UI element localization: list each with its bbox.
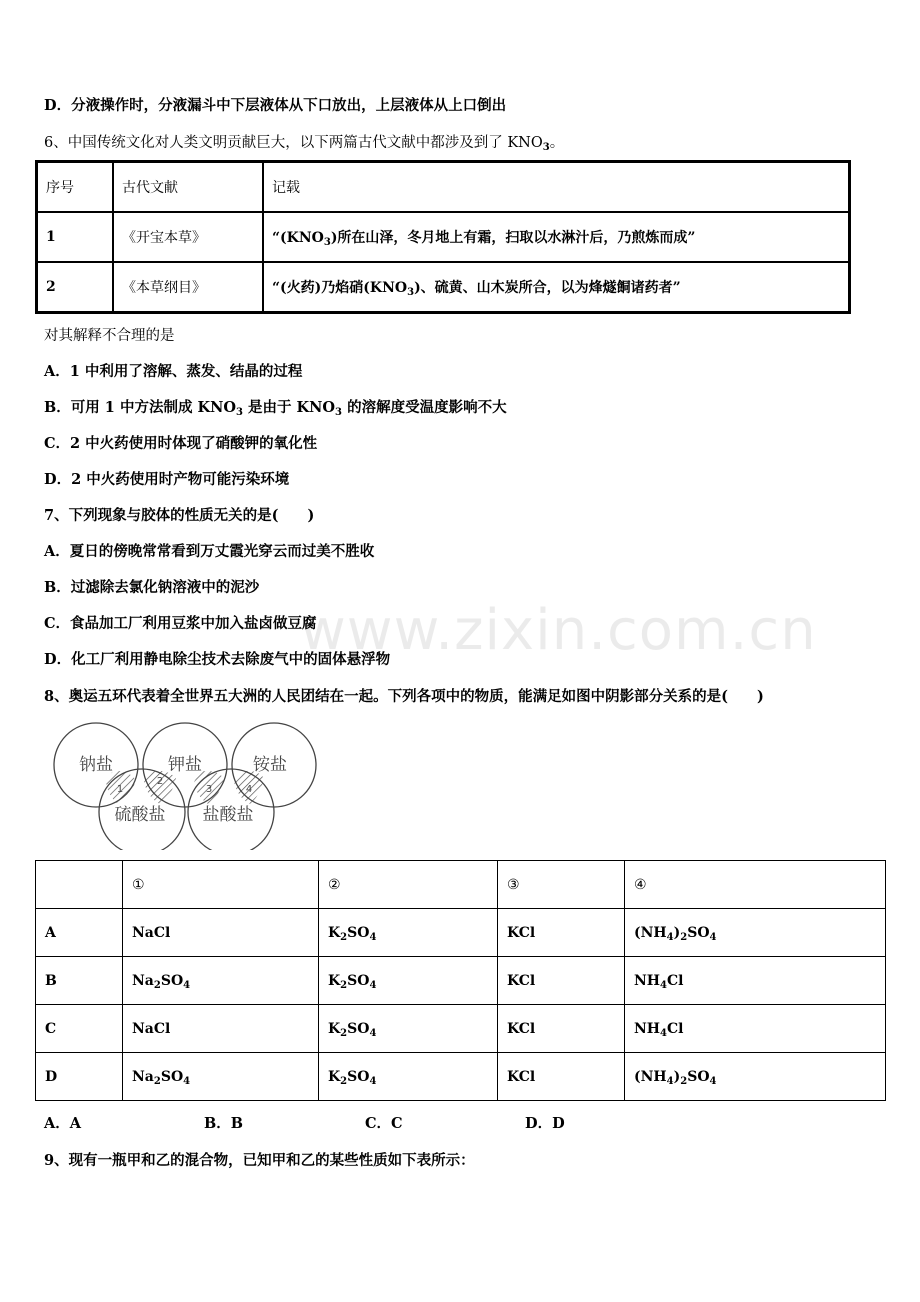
formula-cell: NaCl xyxy=(123,1005,319,1053)
q6-table xyxy=(35,160,851,314)
ring-label: 钠盐 xyxy=(79,755,113,775)
q9-stem: 9、现有一瓶甲和乙的混合物，已知甲和乙的某些性质如下表所示： xyxy=(44,1152,475,1169)
q7-option-a: A．夏日的傍晚常常看到万丈霞光穿云而过美不胜收 xyxy=(44,543,375,560)
table-row xyxy=(37,262,850,313)
cell-record: “(火药)乃焰硝$(KNO_3)$、硫黄、山木炭所合，以为烽燧餇诸药者” xyxy=(263,262,850,313)
q6-option-a: A．1 中利用了溶解、蒸发、结晶的过程 xyxy=(44,363,303,380)
cell-no: 1 xyxy=(37,212,114,262)
q6-option-c: C．2 中火药使用时体现了硝酸钾的氧化性 xyxy=(44,435,318,452)
table-row xyxy=(36,1005,886,1053)
overlap-number: 2 xyxy=(156,776,164,787)
cell-book: 《开宝本草》 xyxy=(113,212,263,262)
q6-stem: 6、中国传统文化对人类文明贡献巨大，以下两篇古代文献中都涉及到了 $KNO_3$。 xyxy=(44,135,565,153)
q8-answer-c: C．C xyxy=(365,1115,403,1132)
table-header-row xyxy=(37,162,850,213)
header-cell: ③ xyxy=(498,861,625,909)
overlap-number: 4 xyxy=(245,784,253,795)
q6-option-b: B．可用 1 中方法制成 $KNO_3$ 是由于 $KNO_3$ 的溶解度受温度影响不大 xyxy=(44,399,507,418)
formula-cell: $Na_2SO_4$ xyxy=(123,1053,319,1101)
header-cell: 序号 xyxy=(37,162,114,213)
table-row xyxy=(37,212,850,262)
table-row xyxy=(36,1053,886,1101)
q7-stem: 7、下列现象与胶体的性质无关的是( ) xyxy=(44,507,315,524)
formula-cell: $(NH_4)_2SO_4$ xyxy=(625,909,886,957)
table-row xyxy=(36,957,886,1005)
formula-cell: KCl xyxy=(498,909,625,957)
row-label: D xyxy=(36,1053,123,1101)
header-cell: 记载 xyxy=(263,162,850,213)
formula-cell: $K_2SO_4$ xyxy=(319,909,498,957)
formula-cell: $(NH_4)_2SO_4$ xyxy=(625,1053,886,1101)
row-label: C xyxy=(36,1005,123,1053)
header-cell: ② xyxy=(319,861,498,909)
formula-cell: KCl xyxy=(498,1053,625,1101)
table-row xyxy=(36,909,886,957)
overlap-number: 3 xyxy=(205,784,213,795)
header-cell xyxy=(36,861,123,909)
formula-cell: NaCl xyxy=(123,909,319,957)
row-label: A xyxy=(36,909,123,957)
formula-cell: $NH_4Cl$ xyxy=(625,957,886,1005)
q8-answer-d: D．D xyxy=(525,1115,565,1132)
cell-no: 2 xyxy=(37,262,114,313)
header-cell: 古代文献 xyxy=(113,162,263,213)
formula-cell: $K_2SO_4$ xyxy=(319,1005,498,1053)
row-label: B xyxy=(36,957,123,1005)
q6-option-d: D．2 中火药使用时产物可能污染环境 xyxy=(44,471,290,488)
q8-answer-a: A．A xyxy=(44,1115,82,1132)
q6-ask: 对其解释不合理的是 xyxy=(44,328,175,344)
olympic-rings-diagram xyxy=(50,720,330,850)
table-header-row xyxy=(36,861,886,909)
formula-cell: KCl xyxy=(498,957,625,1005)
ring-label: 钾盐 xyxy=(168,755,202,775)
cell-record: “$(KNO_3)$所在山泽，冬月地上有霜，扫取以水淋汁后，乃煎炼而成” xyxy=(263,212,850,262)
formula-cell: $K_2SO_4$ xyxy=(319,957,498,1005)
q7-option-c: C．食品加工厂利用豆浆中加入盐卤做豆腐 xyxy=(44,615,317,632)
q8-table xyxy=(35,860,886,1101)
ring-label: 硫酸盐 xyxy=(114,805,166,825)
cell-book: 《本草纲目》 xyxy=(113,262,263,313)
watermark: www.zixin.com.cn xyxy=(300,598,817,663)
header-cell: ① xyxy=(123,861,319,909)
header-cell: ④ xyxy=(625,861,886,909)
formula-cell: $K_2SO_4$ xyxy=(319,1053,498,1101)
formula-cell: KCl xyxy=(498,1005,625,1053)
ring-label: 铵盐 xyxy=(253,755,287,775)
q8-answer-b: B．B xyxy=(204,1115,244,1132)
q7-option-d: D．化工厂利用静电除尘技术去除废气中的固体悬浮物 xyxy=(44,651,391,668)
overlap-number: 1 xyxy=(116,784,124,795)
q8-stem: 8、奥运五环代表着全世界五大洲的人民团结在一起。下列各项中的物质，能满足如图中阴影部分关系的是( ) xyxy=(44,688,764,705)
formula-cell: $Na_2SO_4$ xyxy=(123,957,319,1005)
q7-option-b: B．过滤除去氯化钠溶液中的泥沙 xyxy=(44,579,260,596)
ring-label: 盐酸盐 xyxy=(202,805,254,825)
q5-option-d: D．分液操作时，分液漏斗中下层液体从下口放出，上层液体从上口倒出 xyxy=(44,97,507,114)
formula-cell: $NH_4Cl$ xyxy=(625,1005,886,1053)
